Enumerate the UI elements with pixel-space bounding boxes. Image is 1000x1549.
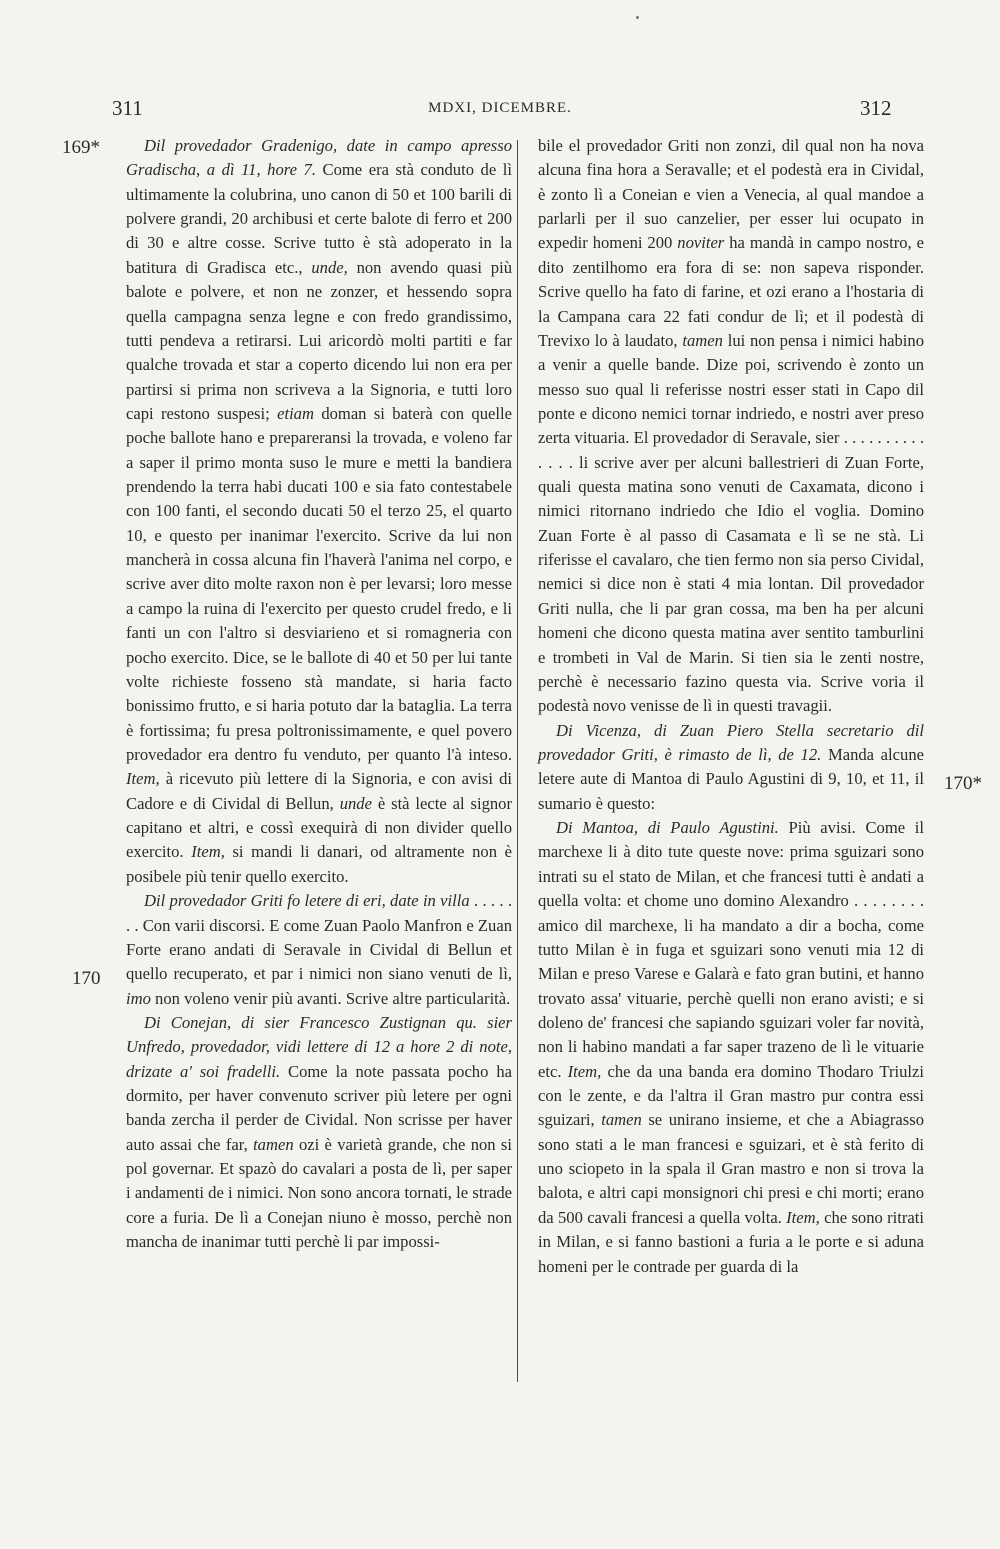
paper-speck (636, 16, 639, 19)
page-number-left: 311 (112, 96, 143, 120)
heading-vicenza: Di Vicenza, di Zuan Piero Stella secretario dil provedador Griti, è rimasto de lì, de 12. (538, 720, 924, 764)
heading-mantoa: Di Mantoa, di Paulo Agustini. (556, 818, 779, 838)
paragraph-vicenza: Di Vicenza, di Zuan Piero Stella secretario dil provedador Griti, è rimasto de lì, de 12. Manda alcune letere aute di Mantoa di Paulo Agustini di 9, 10, et 11, il sumario è questo: (538, 720, 924, 813)
margin-number-169: 169* (62, 137, 100, 158)
heading-conejan: Di Conejan, di sier Francesco Zustignan qu. sier Unfredo, provedador, vidi lettere di 12 a hore 2 di note, drizate a' soi fradelli. (126, 1012, 512, 1081)
right-column (538, 134, 924, 1279)
page-number-right: 312 (860, 96, 892, 120)
paragraph-mantoa: Di Mantoa, di Paulo Agustini. Più avisi. Come il marchexe li à dito tute queste nove: prima sguizari sono intrati su el stato de Milan, et che francesi tutti è andati a quella volta: et chome uno domino Alexandro . . . . . . . . amico dil marchexe, li ha mandato a dir a bocha, come tutto Milan è in fuga et sguizari sono venuti mia 12 di Milan e preso Varese e Galarà e fato gran butini, et hanno trovato assa' vituarie, perchè quelli non erano avisti; e si doleno de' francesi che sapiando sguizari voler far novità, non li habino mandati a far saper trazeno de lì le vituarie etc. Item, che da una banda era domino Thodaro Triulzi con le zente, e da l'altra il Gran mastro pur contra essi sguizari, tamen se unirano insieme, et che a Abiagrasso sono stati a le man francesi e sguizari, et è stà ferito di uno sciopeto in la spala il Gran mastro e non si trova la balota, e altri capi monsignori chi presi e chi morti; erano da 500 cavali francesi a quella volta. Item, che sono ritrati in Milan, e si fanno bastioni a furia a le porte e si aduna homeni per le contrade per guarda di la (538, 818, 925, 1276)
heading-griti: Dil provedador Griti fo letere di eri, date in villa (144, 891, 470, 911)
margin-number-170-right: 170* (944, 773, 982, 794)
column-divider (517, 140, 518, 1382)
paragraph-gradenigo: Dil provedador Gradenigo, date in campo apresso Gradischa, a dì 11, hore 7. Come era stà conduto de lì ultimamente la colubrina, uno canon di 50 et 100 barili di polvere grandi, 20 archibusi et certe balote di ferro et 200 di 30 e altre cosse. Scrive tutto è stà adoperato in la batitura di Gradisca etc., unde, non avendo quasi più balote e polvere, et non ne zonzer, et hessendo sopra quella campagna senza legne e con fredo grandissimo, tutti pendeva a retirarsi. Lui aricordò molti partiti e far qualche trovada et star a coperto dicendo lui non era per partirsi si prima non scriveva a la Signoria, e tutti loro capi restono suspesi; etiam doman si baterà con quelle poche ballote hano e prepareransi la trovada, e voleno far a saper il primo monta suso le mure e metti la bandiera prendendo la terra habi ducati 100 e sia fato contestabele con 100 fanti, el secondo ducati 50 el terzo 25, el quarto 10, e questo per inanimar l'exercito. Scrive da lui non mancherà in cossa alcuna fin l'haverà l'anima nel corpo, e scrive aver dito molte raxon non è per levarsi; loro messe a campo la ruina di l'exercito per questo crudel fredo, e li fanti un con l'altro si desviarieno et si romagneria con pocho exercito. Dice, se le ballote di 40 et 50 per lui tante volte richieste fosseno stà mandate, si haria facto bonissimo frutto, e si haria potuto dar la bataglia. La terra è fortissima; fu presa poltronissimamente, e quel povero provedador era dentro fu venduto, per quanto l'à inteso. Item, à ricevuto più lettere di la Signoria, e con avisi di Cadore e di Cividal di Bellun, unde è stà lecte al signor capitano et altri, e cossì exequirà di non divider quello exercito. Item, si mandi li danari, od altramente non è posibele più tenir quello exercito. (126, 136, 512, 886)
margin-number-170-left: 170 (72, 968, 101, 989)
paragraph-griti: Dil provedador Griti fo letere di eri, date in villa . . . . . . . Con varii discorsi. E come Zuan Paolo Manfron e Zuan Forte erano andati di Seravale in Cividal di Bellun et quello recuperato, et par i nimici non siano venuti de lì, imo non voleno venir più avanti. Scrive altre particularità. (126, 891, 512, 1008)
page-header (0, 96, 1000, 126)
running-title: MDXI, DICEMBRE. (428, 100, 572, 116)
paragraph-conejan: Di Conejan, di sier Francesco Zustignan qu. sier Unfredo, provedador, vidi lettere di 12 a hore 2 di note, drizate a' soi fradelli. Come la note passata pocho ha dormito, per haver convenuto scriver più letere per ogni banda zercha il perder de Cividal. Non scrisse per haver auto assai che far, tamen ozi è varietà grande, che non si pol governar. Et spazò do cavalari a posta de lì, per saper i andamenti de i nimici. Non sono ancora tornati, le strade core a furia. De lì a Conejan niuno è mosso, perchè non mancha de inanimar tutti perchè li par impossi- (126, 1012, 512, 1252)
paragraph-continuation: bile el provedador Griti non zonzi, dil qual non ha nova alcuna fina hora a Seravalle; et el podestà era in Cividal, è zonto lì a Coneian e vien a Venecia, al qual mandoe a parlarli per il suo canzelier, per esser lui ocupato in expedir homeni 200 noviter ha mandà in campo nostro, e dito zentilhomo era fora di se: non sapeva risponder. Scrive quello ha fato di farine, et ozi erano a l'hostaria di la Campana cara 22 fati condur de lì; et il podestà di Trevixo lo à laudato, tamen lui non pensa i nimici habino a venir a quelle bande. Dize poi, scrivendo è zonto un messo suo qual li referisse nostri esser stati in Capo dil ponte e dicono nemici tornar indriedo, e nostri aver preso zerta vituaria. El provedador di Seravale, sier . . . . . . . . . . . . . . li scrive aver per alcuni ballestrieri di Zuan Forte, quali questa matina sono venuti de Caxamata, dicono i nimici ritornano indriedo che Idio el voglia. Domino Zuan Forte è al passo di Casamata e lì se ne stà. Li riferisse el cavalaro, che tien fermo non sia perso Cividal, nemici si dice non è stati 4 mia lontan. Dil provedador Griti nulla, che li par gran cossa, ma ben ha per alcuni homeni che dicono questa matina aver sentito tamburlini e trombeti in Val de Marin. Si tien sia le zenti nostre, perchè è necessario fazino questa via. Scrive voria il podestà novo venisse de lì in questi travagii. (538, 136, 924, 716)
heading-gradenigo: Dil provedador Gradenigo, date in campo apresso Gradischa, a dì 11, hore 7. (126, 136, 512, 180)
left-column (126, 134, 512, 1255)
